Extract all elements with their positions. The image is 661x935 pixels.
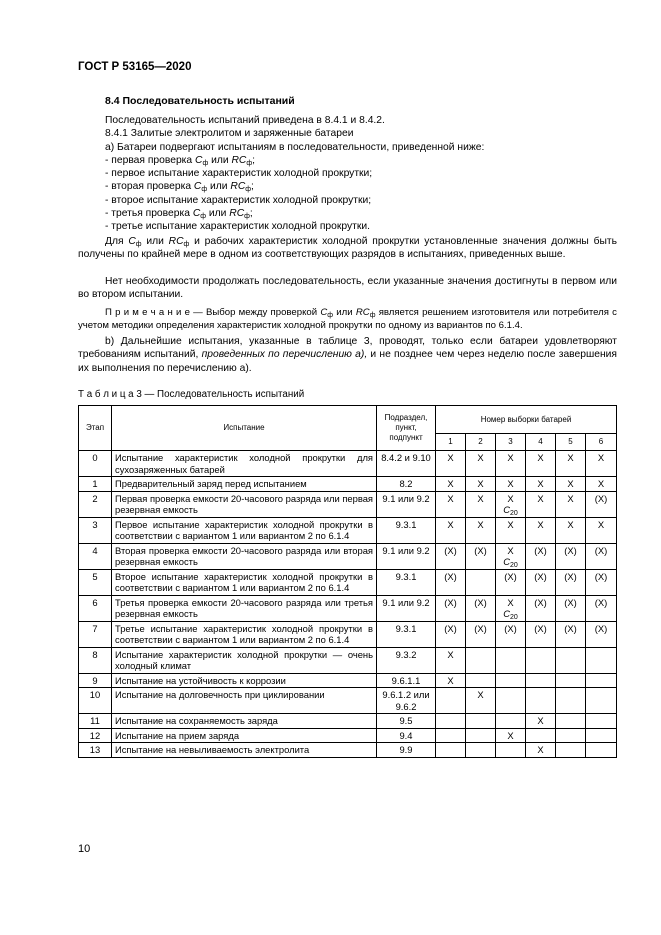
- intro-text: Последовательность испытаний приведена в 8.4.1 и 8.4.2.: [105, 115, 385, 126]
- cell-sample-4: (X): [526, 621, 556, 647]
- table-row: [79, 569, 617, 595]
- table-row: [79, 491, 617, 517]
- cell-sample-2: [466, 714, 496, 729]
- header-sample: Номер выборки батарей: [436, 406, 617, 434]
- cell-sample-4: X: [526, 714, 556, 729]
- document-header: ГОСТ Р 53165—2020: [78, 61, 192, 73]
- cell-sample-2: [466, 728, 496, 743]
- header-stage: Этап: [79, 406, 112, 451]
- cell-sample-5: X: [556, 477, 586, 492]
- cell-stage: 1: [79, 477, 112, 492]
- tests-table: [78, 405, 617, 758]
- cell-stage: 3: [79, 517, 112, 543]
- header-sample-5: 5: [556, 434, 586, 451]
- table-row: [79, 517, 617, 543]
- cell-sample-6: (X): [586, 491, 617, 517]
- cell-test: Первая проверка емкости 20-часового разряда или первая резервная емкость: [112, 491, 377, 517]
- cell-stage: 12: [79, 728, 112, 743]
- cell-sample-6: X: [586, 451, 617, 477]
- cell-sample-3: X: [496, 517, 526, 543]
- cell-clause: 9.1 или 9.2: [377, 543, 436, 569]
- list-item: - первая проверка $C_ф$ или $RC_ф$;: [105, 154, 255, 167]
- cell-sample-6: [586, 673, 617, 688]
- cell-sample-3: [496, 743, 526, 758]
- c20-label: C: [503, 504, 510, 515]
- cell-sample-1: (X): [436, 543, 466, 569]
- cell-sample-1: (X): [436, 595, 466, 621]
- cell-sample-3: (X): [496, 621, 526, 647]
- cell-sample-4: [526, 647, 556, 673]
- table-row: [79, 647, 617, 673]
- cell-test: Испытание характеристик холодной прокрутки для сухозаряженных батарей: [112, 451, 377, 477]
- paragraph-no-continue: Нет необходимости продолжать последовательность, если указанные значения достигнуты в первом или во втором испытании.: [78, 276, 617, 301]
- cell-clause: 9.5: [377, 714, 436, 729]
- cell-sample-2: [466, 743, 496, 758]
- table-row: [79, 673, 617, 688]
- header-clause: Подраздел, пункт, подпункт: [377, 406, 436, 451]
- item-a-intro: а) Батареи подвергают испытаниям в последовательности, приведенной ниже:: [105, 141, 485, 153]
- cell-sample-6: (X): [586, 621, 617, 647]
- c20-label: C: [503, 608, 510, 619]
- cell-sample-2: (X): [466, 595, 496, 621]
- cell-clause: 9.1 или 9.2: [377, 491, 436, 517]
- list-item: - второе испытание характеристик холодной прокрутки;: [105, 194, 372, 206]
- cell-clause: 8.2: [377, 477, 436, 492]
- cell-stage: 7: [79, 621, 112, 647]
- cell-clause: 8.4.2 и 9.10: [377, 451, 436, 477]
- cell-test: Испытание на невыливаемость электролита: [112, 743, 377, 758]
- cell-sample-3: [496, 673, 526, 688]
- cell-test: Предварительный заряд перед испытанием: [112, 477, 377, 492]
- cell-stage: 13: [79, 743, 112, 758]
- table-row: [79, 451, 617, 477]
- cell-sample-2: (X): [466, 621, 496, 647]
- cell-sample-5: (X): [556, 595, 586, 621]
- paragraph-requirements: Для $C_ф$ или $RC_ф$ и рабочих характеристик холодной прокрутки установленные значения должны быть получены по крайней мере в одном из соответствующих разрядов в испытаниях, приведенных выше.: [78, 236, 617, 261]
- cell-sample-5: [556, 647, 586, 673]
- cell-sample-6: (X): [586, 543, 617, 569]
- table-caption: Т а б л и ц а 3 — Последовательность испытаний: [78, 389, 305, 400]
- cell-sample-3: [496, 688, 526, 714]
- header-sample-6: 6: [586, 434, 617, 451]
- cell-test: Вторая проверка емкости 20-часового разряда или вторая резервная емкость: [112, 543, 377, 569]
- cell-sample-6: [586, 647, 617, 673]
- cell-sample-6: X: [586, 517, 617, 543]
- table-row: [79, 688, 617, 714]
- cell-sample-1: X: [436, 517, 466, 543]
- header-test: Испытание: [112, 406, 377, 451]
- cell-sample-2: X: [466, 491, 496, 517]
- cell-sample-2: X: [466, 688, 496, 714]
- cell-sample-1: X: [436, 673, 466, 688]
- cell-sample-3: X: [496, 728, 526, 743]
- table-row: [79, 543, 617, 569]
- cell-sample-1: [436, 728, 466, 743]
- cell-sample-4: [526, 688, 556, 714]
- cell-clause: 9.4: [377, 728, 436, 743]
- cell-sample-4: [526, 728, 556, 743]
- section-title: 8.4 Последовательность испытаний: [105, 95, 295, 107]
- cell-clause: 9.3.1: [377, 621, 436, 647]
- c20-label: C: [503, 556, 510, 567]
- cell-test: Первое испытание характеристик холодной прокрутки в соответствии с вариантом 1 или вариантом 2 по 6.1.4: [112, 517, 377, 543]
- cell-sample-4: X: [526, 451, 556, 477]
- cell-sample-6: X: [586, 477, 617, 492]
- header-sample-2: 2: [466, 434, 496, 451]
- cell-sample-2: X: [466, 517, 496, 543]
- table-row: [79, 477, 617, 492]
- cell-test: Испытание на устойчивость к коррозии: [112, 673, 377, 688]
- cell-sample-4: (X): [526, 543, 556, 569]
- cell-sample-4: X: [526, 743, 556, 758]
- cell-sample-6: (X): [586, 569, 617, 595]
- table-row: [79, 728, 617, 743]
- header-sample-1: 1: [436, 434, 466, 451]
- cell-sample-4: (X): [526, 595, 556, 621]
- cell-sample-1: X: [436, 491, 466, 517]
- list-item: - третье испытание характеристик холодной прокрутки.: [105, 221, 370, 233]
- cell-sample-5: [556, 714, 586, 729]
- cell-clause: 9.3.2: [377, 647, 436, 673]
- cell-sample-1: [436, 743, 466, 758]
- cell-stage: 11: [79, 714, 112, 729]
- cell-clause: 9.6.1.1: [377, 673, 436, 688]
- cell-sample-1: (X): [436, 569, 466, 595]
- cell-sample-4: X: [526, 517, 556, 543]
- cell-sample-4: X: [526, 477, 556, 492]
- cell-test: Испытание на прием заряда: [112, 728, 377, 743]
- cell-test: Третья проверка емкости 20-часового разряда или третья резервная емкость: [112, 595, 377, 621]
- cell-sample-5: (X): [556, 569, 586, 595]
- cell-test: Испытание на сохраняемость заряда: [112, 714, 377, 729]
- cell-sample-6: [586, 743, 617, 758]
- cell-test: Испытание на долговечность при циклировании: [112, 688, 377, 714]
- cell-sample-1: [436, 688, 466, 714]
- cell-sample-5: (X): [556, 543, 586, 569]
- cell-sample-3: X: [496, 477, 526, 492]
- cell-stage: 5: [79, 569, 112, 595]
- cell-sample-6: [586, 688, 617, 714]
- cell-sample-3: [496, 714, 526, 729]
- cell-sample-6: [586, 728, 617, 743]
- cell-sample-3: [496, 647, 526, 673]
- page-number: 10: [78, 843, 91, 855]
- cell-sample-4: [526, 673, 556, 688]
- cell-clause: 9.3.1: [377, 569, 436, 595]
- cell-sample-4: X: [526, 491, 556, 517]
- cell-sample-2: X: [466, 477, 496, 492]
- table-row: [79, 595, 617, 621]
- cell-sample-3: X $C_{20}$: [496, 543, 526, 569]
- cell-clause: 9.6.1.2 или 9.6.2: [377, 688, 436, 714]
- list-item: - первое испытание характеристик холодной прокрутки;: [105, 168, 373, 180]
- cell-sample-5: X: [556, 517, 586, 543]
- cell-test: Испытание характеристик холодной прокрутки — очень холодный климат: [112, 647, 377, 673]
- cell-sample-2: [466, 673, 496, 688]
- cell-sample-5: [556, 688, 586, 714]
- cell-sample-3: X: [496, 451, 526, 477]
- cell-sample-6: [586, 714, 617, 729]
- cell-clause: 9.3.1: [377, 517, 436, 543]
- cell-stage: 6: [79, 595, 112, 621]
- list-item: - вторая проверка $C_ф$ или $RC_ф$;: [105, 181, 254, 194]
- cell-test: Второе испытание характеристик холодной прокрутки в соответствии с вариантом 1 или вариантом 2 по 6.1.4: [112, 569, 377, 595]
- cell-sample-3: X $C_{20}$: [496, 491, 526, 517]
- cell-sample-5: (X): [556, 621, 586, 647]
- table-row: [79, 714, 617, 729]
- cell-sample-1: [436, 714, 466, 729]
- cell-sample-5: [556, 673, 586, 688]
- cell-stage: 4: [79, 543, 112, 569]
- cell-sample-5: X: [556, 491, 586, 517]
- cell-stage: 9: [79, 673, 112, 688]
- subsection-title: 8.4.1 Залитые электролитом и заряженные батареи: [105, 128, 354, 140]
- cell-stage: 10: [79, 688, 112, 714]
- cell-stage: 8: [79, 647, 112, 673]
- cell-sample-1: X: [436, 451, 466, 477]
- cell-sample-2: [466, 569, 496, 595]
- cell-clause: 9.1 или 9.2: [377, 595, 436, 621]
- cell-sample-2: X: [466, 451, 496, 477]
- cell-test: Третье испытание характеристик холодной прокрутки в соответствии с вариантом 1 или вариантом 2 по 6.1.4: [112, 621, 377, 647]
- item-b: b) Дальнейшие испытания, указанные в таблице 3, проводят, только если батареи удовлетворяют требованиям испытаний, проведенных по перечислению а), и не позднее чем через неделю после завершения их выполнения по перечислению а).: [78, 336, 617, 374]
- cell-stage: 0: [79, 451, 112, 477]
- cell-sample-5: [556, 728, 586, 743]
- note: П р и м е ч а н и е — Выбор между проверкой $C_ф$ или $RC_ф$ является решением изготовителя или потребителя с учетом методики определения характеристик холодной прокрутки по одному из вариантов по 6.1.4.: [78, 307, 617, 331]
- cell-sample-5: X: [556, 451, 586, 477]
- cell-sample-4: (X): [526, 569, 556, 595]
- cell-stage: 2: [79, 491, 112, 517]
- cell-sample-1: X: [436, 647, 466, 673]
- section-body: [105, 114, 617, 234]
- cell-sample-6: (X): [586, 595, 617, 621]
- cell-sample-3: X $C_{20}$: [496, 595, 526, 621]
- cell-sample-5: [556, 743, 586, 758]
- header-sample-3: 3: [496, 434, 526, 451]
- header-sample-4: 4: [526, 434, 556, 451]
- cell-sample-1: X: [436, 477, 466, 492]
- list-item: - третья проверка $C_ф$ или $RC_ф$;: [105, 208, 253, 221]
- cell-sample-2: [466, 647, 496, 673]
- cell-sample-1: (X): [436, 621, 466, 647]
- cell-sample-2: (X): [466, 543, 496, 569]
- table-row: [79, 743, 617, 758]
- cell-sample-3: (X): [496, 569, 526, 595]
- cell-clause: 9.9: [377, 743, 436, 758]
- table-row: [79, 621, 617, 647]
